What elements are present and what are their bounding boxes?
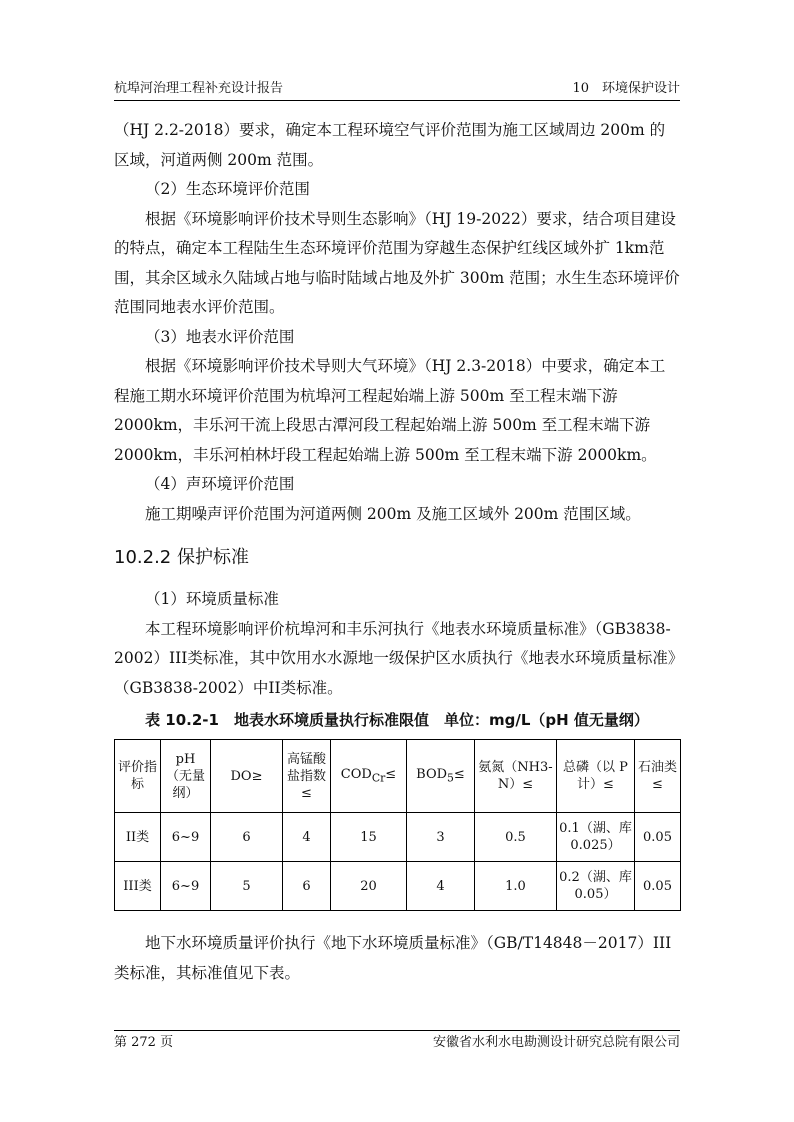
table-row [115, 862, 681, 911]
table-row [115, 813, 681, 862]
header-cell-petroleum: 石油类≤ [635, 740, 681, 813]
header-cell-indicator: 评价指标 [115, 740, 161, 813]
table-cell: 4 [283, 813, 331, 862]
header-report-title: 杭埠河治理工程补充设计报告 [114, 81, 284, 96]
header-cell-bod [407, 740, 475, 813]
cod-operator: ≤ [385, 766, 397, 782]
table-cell: 0.2（湖、库 0.05） [557, 862, 635, 911]
table-cell: III类 [115, 862, 161, 911]
header-cell-ph: pH（无量纲） [161, 740, 211, 813]
bod-operator: ≤ [453, 766, 465, 782]
paragraph-ecology-scope: 根据《环境影响评价技术导则生态影响》（HJ 19-2022）要求，结合项目建设的特点，确定本工程陆生生态环境评价范围为穿越生态保护红线区域外扩 1km范围，其余区域永久陆域占地与临时陆域占地及外扩 300m 范围；水生生态环境评价范围同地表水评价范围。 [114, 209, 680, 316]
table-cell: 15 [331, 813, 407, 862]
header-cell-do: DO≥ [211, 740, 283, 813]
table-header-row [115, 740, 681, 813]
bod-label: BOD [416, 766, 448, 782]
table-cell: 0.5 [475, 813, 557, 862]
header-cell-permanganate: 高锰酸盐指数≤ [283, 740, 331, 813]
table-cell: 6 [211, 813, 283, 862]
cod-label: COD [340, 766, 372, 782]
table-cell: 0.05 [635, 813, 681, 862]
paragraph-groundwater-standard: 地下水环境质量评价执行《地下水环境质量标准》（GB/T14848－2017）III类标准，其标准值见下表。 [114, 934, 672, 982]
item-surface-water-scope: （3）地表水评价范围 [145, 327, 295, 346]
standards-table [114, 739, 681, 911]
cod-subscript: Cr [371, 771, 386, 785]
item-quality-standard: （1）环境质量标准 [145, 590, 279, 608]
header-cell-ammonia: 氨氮（NH3-N）≤ [475, 740, 557, 813]
table-cell: 6~9 [161, 862, 211, 911]
table-cell: 1.0 [475, 862, 557, 911]
header-chapter-title: 10 环境保护设计 [572, 81, 680, 96]
item-noise-scope: （4）声环境评价范围 [145, 475, 295, 493]
page-header [114, 80, 680, 101]
bod-subscript: 5 [447, 771, 454, 785]
paragraph-quality-standard: 本工程环境影响评价杭埠河和丰乐河执行《地表水环境质量标准》（GB3838-2002）III类标准，其中饮用水水源地一级保护区水质执行《地表水环境质量标准》（GB3838-2002）中II类标准。 [114, 619, 676, 697]
paragraph-air-scope: （HJ 2.2-2018）要求，确定本工程环境空气评价范围为施工区域周边 200m 的区域，河道两侧 200m 范围。 [114, 121, 666, 169]
table-cell: 4 [407, 862, 475, 911]
paragraph-noise-scope: 施工期噪声评价范围为河道两侧 200m 及施工区域外 200m 范围区域。 [145, 504, 641, 523]
header-cell-phosphorus: 总磷（以 P 计）≤ [557, 740, 635, 813]
section-heading: 10.2.2 保护标准 [114, 547, 249, 568]
table-cell: 0.05 [635, 862, 681, 911]
table-cell: 6 [283, 862, 331, 911]
table-cell: II类 [115, 813, 161, 862]
table-cell: 20 [331, 862, 407, 911]
table-cell: 0.1（湖、库 0.025） [557, 813, 635, 862]
table-cell: 3 [407, 813, 475, 862]
page-number: 第 272 页 [114, 1035, 174, 1050]
paragraph-surface-water-scope: 根据《环境影响评价技术导则大气环境》（HJ 2.3-2018）中要求，确定本工程施工期水环境评价范围为杭埠河工程起始端上游 500m 至工程末端下游 2000km，丰乐河干流上段思古潭河段工程起始端上游 500m 至工程末端下游 2000km，丰乐河柏林圩段工程起始端上游 500m 至工程末端下游 2000km。 [114, 357, 666, 464]
table-caption: 表 10.2-1 地表水环境质量执行标准限值 单位：mg/L（pH 值无量纲） [145, 711, 649, 729]
item-ecology-scope: （2）生态环境评价范围 [145, 180, 310, 198]
footer-organization: 安徽省水利水电勘测设计研究总院有限公司 [432, 1035, 680, 1050]
table-cell: 6~9 [161, 813, 211, 862]
page-content [114, 116, 680, 988]
header-cell-cod [331, 740, 407, 813]
table-cell: 5 [211, 862, 283, 911]
page-footer [114, 1030, 680, 1050]
